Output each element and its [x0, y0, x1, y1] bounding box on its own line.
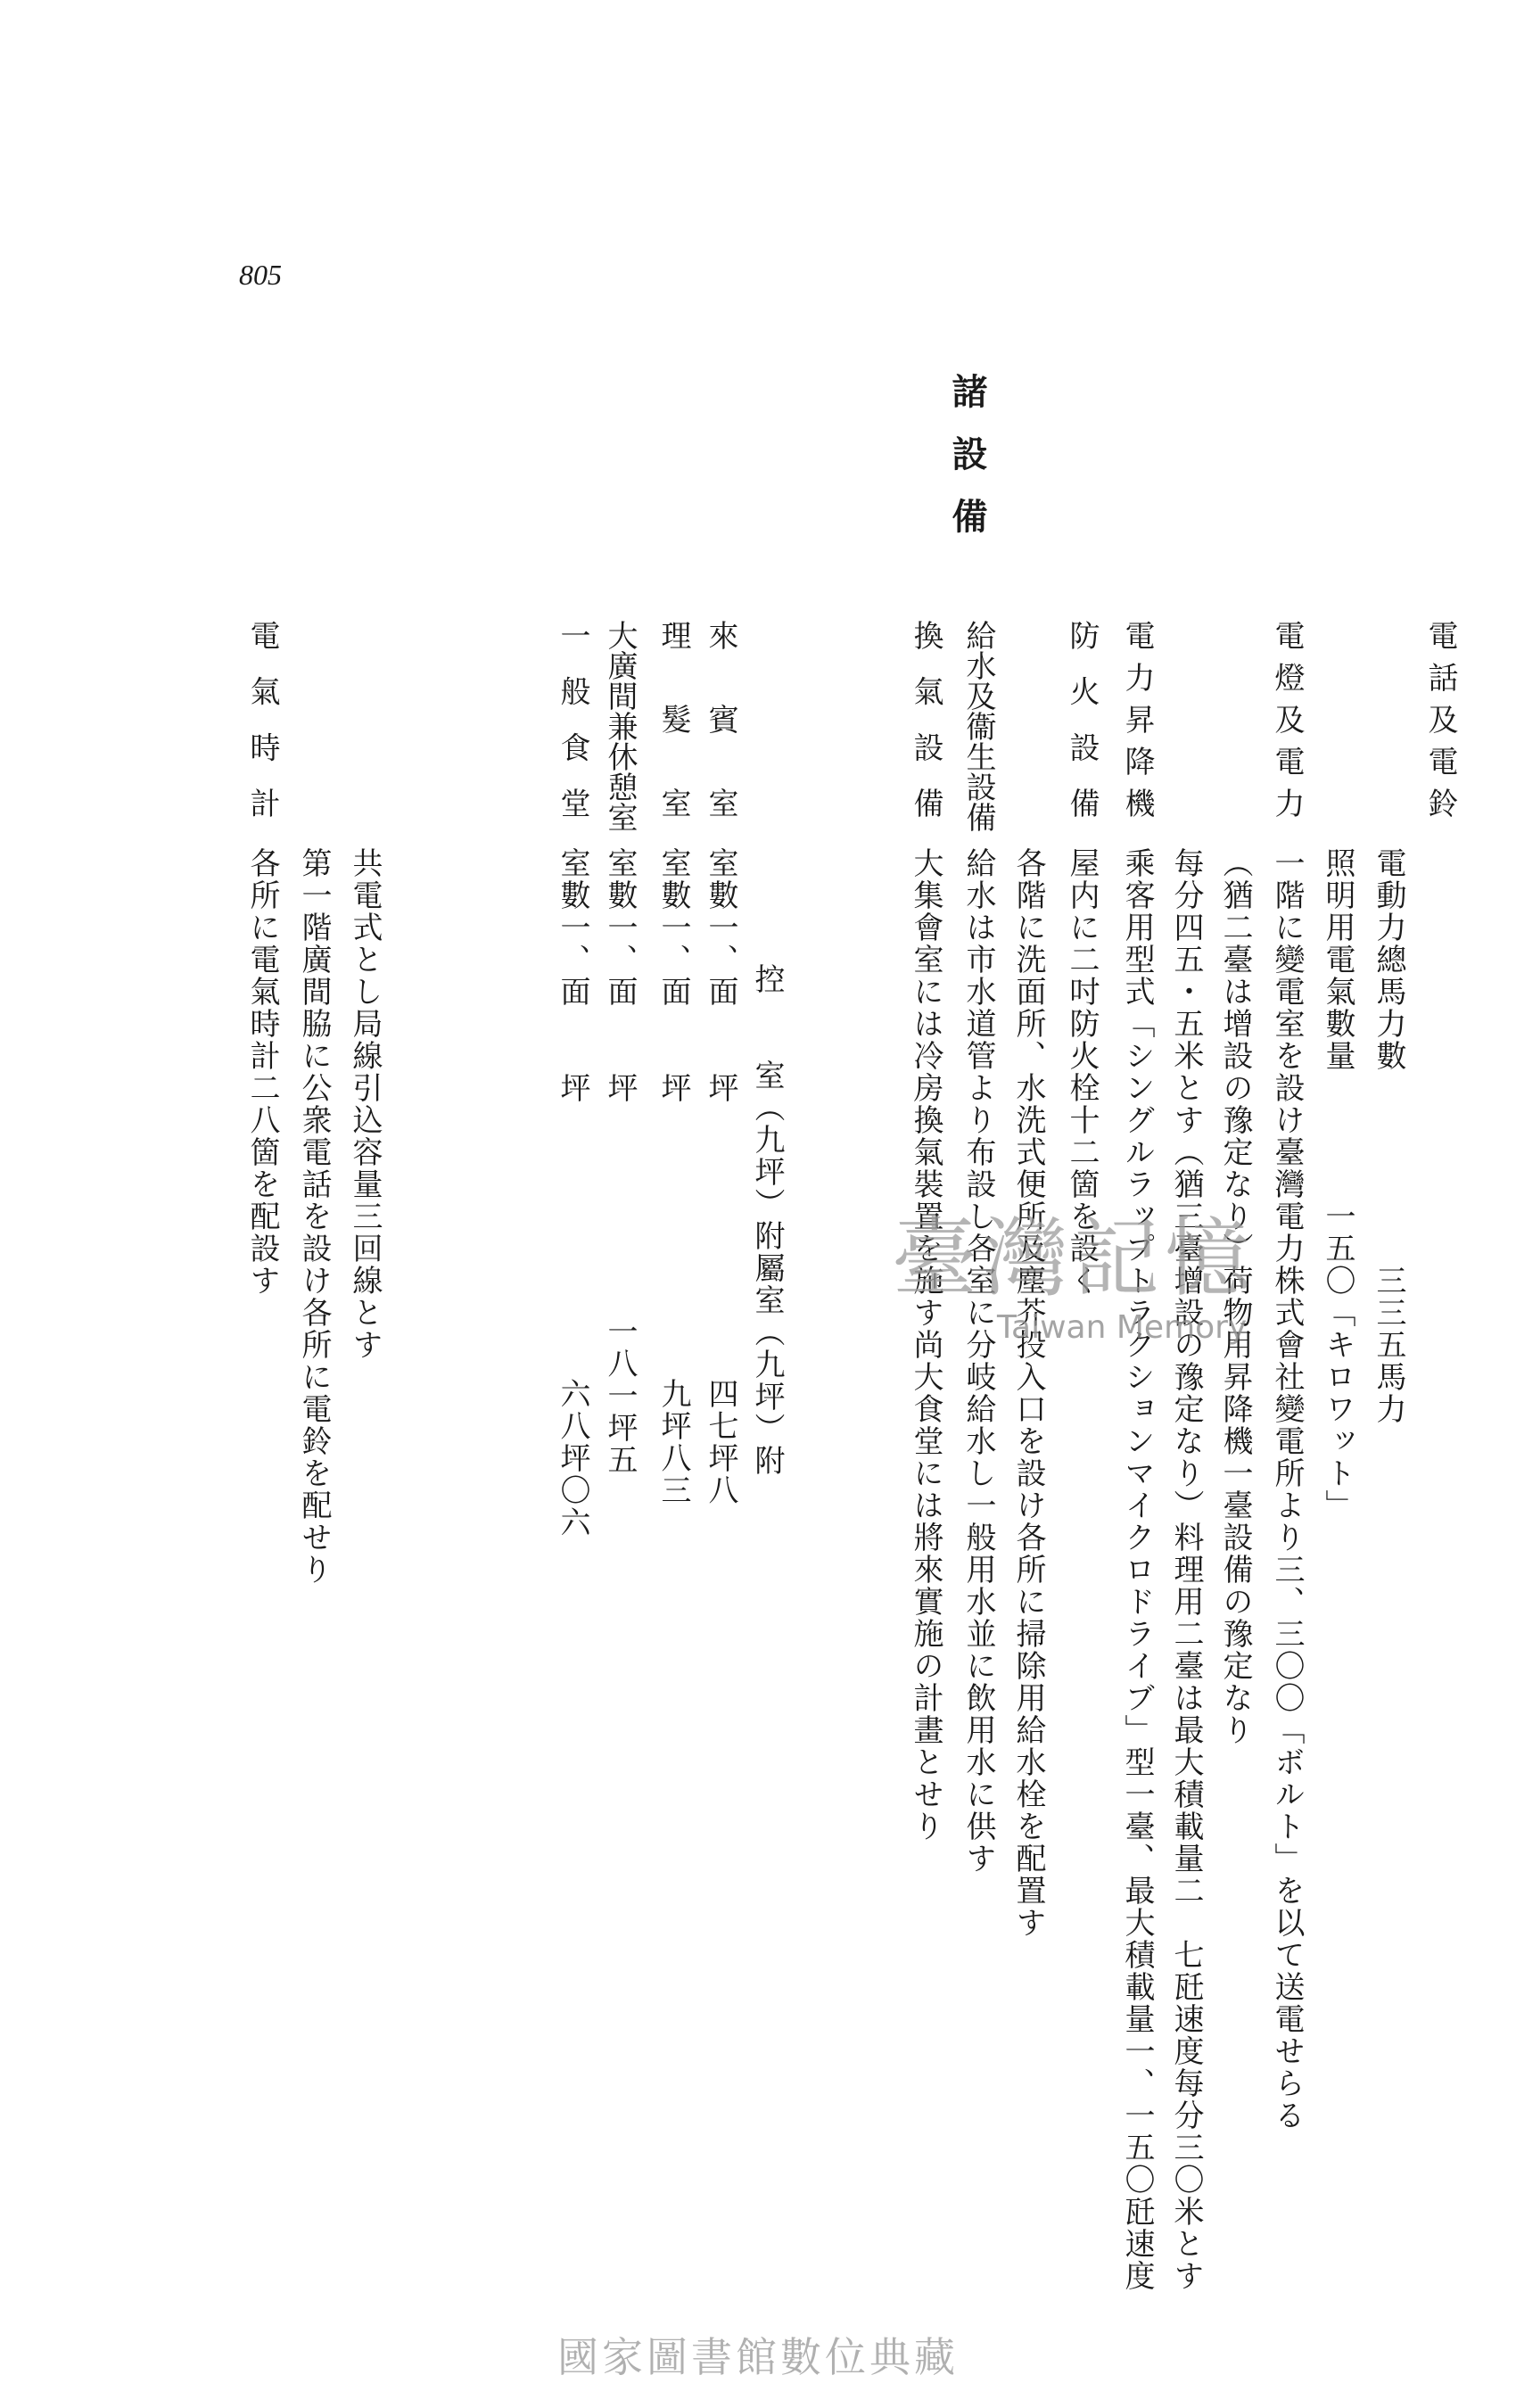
facility-text-elevator-3: （猶二臺は增設の豫定なり）荷物用昇降機一臺設備の豫定なり [1217, 847, 1253, 1746]
room-value-barber: 九坪八三 [655, 1378, 691, 1506]
facility-text-phone-2: 第一階廣間脇に公衆電話を設け各所に電鈴を配せり [296, 847, 332, 1586]
room-annex-note: 控 室（九坪）附屬室（九坪）附 [749, 963, 785, 1477]
page-number: 805 [239, 259, 282, 291]
facility-label-elevator: 電力昇降機 [1119, 620, 1155, 818]
facility-text-fire: 屋内に二吋防火栓十二箇を設く [1064, 847, 1100, 1297]
facility-text-electric-3: 電動力總馬力數 三三五馬力 [1371, 847, 1406, 1425]
watermark-logo: 臺灣記憶 [892, 1208, 1256, 1308]
room-value-guest: 四七坪八 [703, 1378, 738, 1506]
facility-label-phone: 電話及電鈴 [1422, 620, 1458, 818]
facility-text-water: 給水は市水道管より布設し各室に分岐給水し一般用水並に飲用水に供す [960, 847, 996, 1875]
room-value-dining: 六八坪〇六 [555, 1378, 590, 1538]
facility-label-clock: 電氣時計 [244, 620, 280, 818]
facility-text-elevator-2: 每分四五・五米とす（猶三臺增設の豫定なり）料理用二臺は最大積載量二 七瓩速度每分三〇米とす [1168, 847, 1204, 2292]
room-area-guest: 室數一、面 坪 [703, 847, 738, 1104]
watermark-caption: Taiwan Memory [997, 1309, 1248, 1346]
section-heading: 諸設備 [946, 373, 988, 560]
room-area-barber: 室數一、面 坪 [655, 847, 691, 1104]
footer-archive-credit: 國家圖書館數位典藏 [557, 2333, 959, 2381]
room-area-hall: 室數一、面 坪 [602, 847, 638, 1104]
room-label-dining: 一般食堂 [555, 620, 590, 818]
facility-label-ventilation: 換氣設備 [908, 620, 943, 818]
facility-text-electric-2: 照明用電氣數量 一五〇「キロワット」 [1320, 847, 1355, 1521]
facility-label-electric: 電燈及電力 [1269, 620, 1305, 818]
facility-label-water: 給水及衞生設備 [960, 620, 996, 832]
facility-text-clock: 各所に電氣時計二八箇を配設す [244, 847, 280, 1297]
room-value-hall: 一八一坪五 [602, 1315, 638, 1476]
facility-text-electric-1: 一階に變電室を設け臺灣電力株式會社變電所より三、三〇〇「ボルト」を以て送電せらる [1269, 847, 1305, 2132]
room-label-hall: 大廣間兼休憩室 [602, 620, 638, 832]
facility-text-phone-1: 共電式とし局線引込容量三回線とす [347, 847, 383, 1361]
facility-text-washrooms: 各階に洗面所、水洗式便所及塵芥投入口を設け各所に掃除用給水栓を配置す [1010, 847, 1046, 1939]
room-area-dining: 室數一、面 坪 [555, 847, 590, 1104]
facility-text-ventilation: 大集會室には冷房換氣裝置を施す尚大食堂には將來實施の計畫とせり [908, 847, 943, 1843]
room-label-guest: 來賓室 [703, 620, 738, 818]
room-label-barber: 理髮室 [655, 620, 691, 818]
facility-label-fire: 防火設備 [1064, 620, 1100, 818]
facility-text-elevator-1: 乘客用型式「シングルラップトラクションマイクロドライブ」型一臺、最大積載量一、一五〇瓩速度 [1119, 847, 1155, 2292]
